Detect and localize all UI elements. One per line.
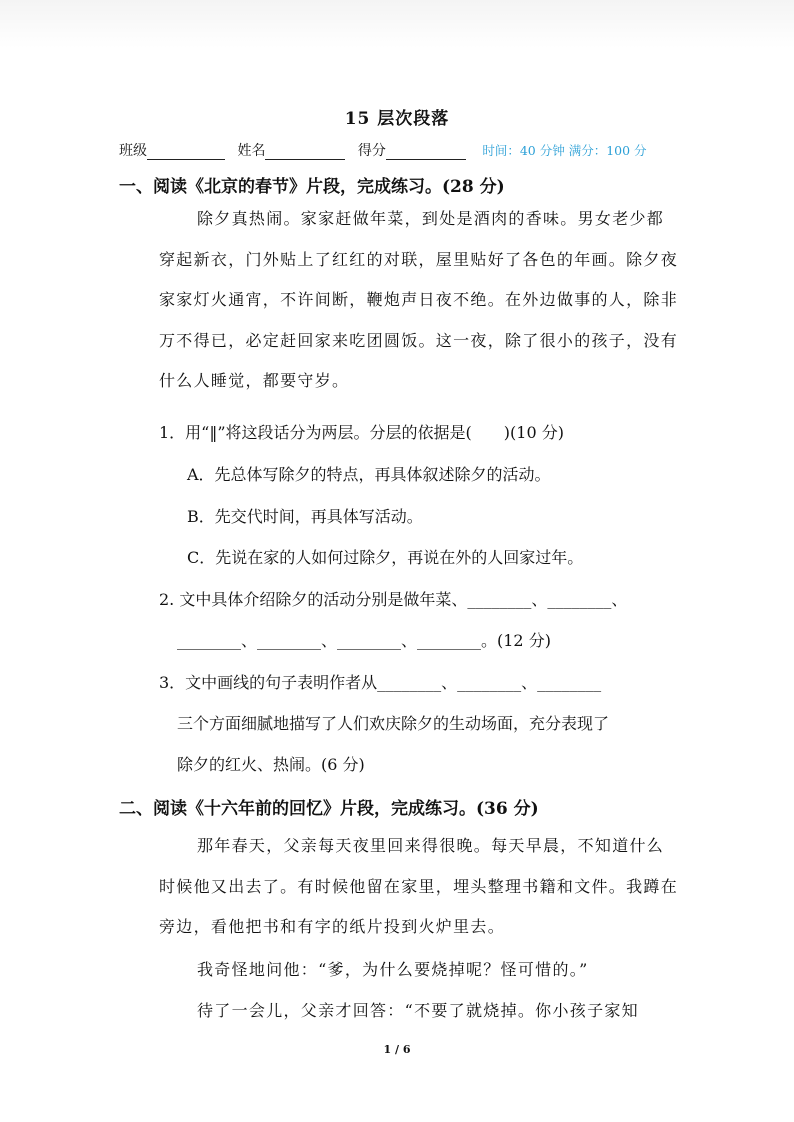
option-a[interactable]: A．先总体写除夕的特点，再具体叙述除夕的活动。 <box>187 465 551 484</box>
class-blank[interactable] <box>147 145 225 160</box>
section1-heading: 一、阅读《北京的春节》片段，完成练习。(28 分) <box>119 177 505 197</box>
option-c[interactable]: C．先说在家的人如何过除夕，再说在外的人回家过年。 <box>187 548 584 567</box>
class-label: 班级 <box>119 143 147 159</box>
option-b[interactable]: B．先交代时间，再具体写活动。 <box>187 507 423 526</box>
name-label: 姓名 <box>237 143 266 159</box>
question-1: 1．用“‖”将这段话分为两层。分层的依据是( )(10 分) <box>159 423 564 442</box>
student-info-row <box>119 140 679 160</box>
section2-para3: 待了一会儿，父亲才回答：“不要了就烧掉。你小孩子家知 <box>197 1001 639 1020</box>
section2-para1: 那年春天，父亲每天夜里回来得很晚。每天早晨，不知道什么时候他又出去了。有时候他留在家里，埋头整理书籍和文件。我蹲在旁边，看他把书和有字的纸片投到火炉里去。 <box>159 836 679 936</box>
score-label: 得分 <box>357 143 386 159</box>
passage-text: 除夕真热闹。家家赶做年菜，到处是酒肉的香味。男女老少都穿起新衣，门外贴上了红红的对联，屋里贴好了各色的年画。除夕夜家家灯火通宵，不许间断，鞭炮声日夜不绝。在外边做事的人，除非万不得已，必定赶回家来吃团圆饭。这一夜，除了很小的孩子，没有什么人睡觉，都要守岁。 <box>159 209 679 390</box>
score-blank[interactable] <box>386 145 466 160</box>
page-title: 15 层次段落 <box>344 109 450 129</box>
question-2-line1: 2. 文中具体介绍除夕的活动分别是做年菜、________、________、 <box>159 590 628 609</box>
section2-para2: 我奇怪地问他：“爹，为什么要烧掉呢？怪可惜的。” <box>197 960 589 979</box>
question-3-line1: 3．文中画线的句子表明作者从________、________、________ <box>159 673 602 692</box>
page-number: 1 / 6 <box>383 1043 411 1056</box>
time-info: 时间：40 分钟 满分：100 分 <box>482 143 647 158</box>
top-shading <box>0 0 794 48</box>
name-blank[interactable] <box>265 145 345 160</box>
question-3-line3: 除夕的红火、热闹。(6 分) <box>177 755 365 774</box>
section1-passage <box>159 199 679 402</box>
section2-heading: 二、阅读《十六年前的回忆》片段，完成练习。(36 分) <box>119 799 539 819</box>
question-3-line2: 三个方面细腻地描写了人们欢庆除夕的生动场面，充分表现了 <box>177 714 610 733</box>
question-2-line2: ________、________、________、________。(12 分) <box>177 631 551 650</box>
